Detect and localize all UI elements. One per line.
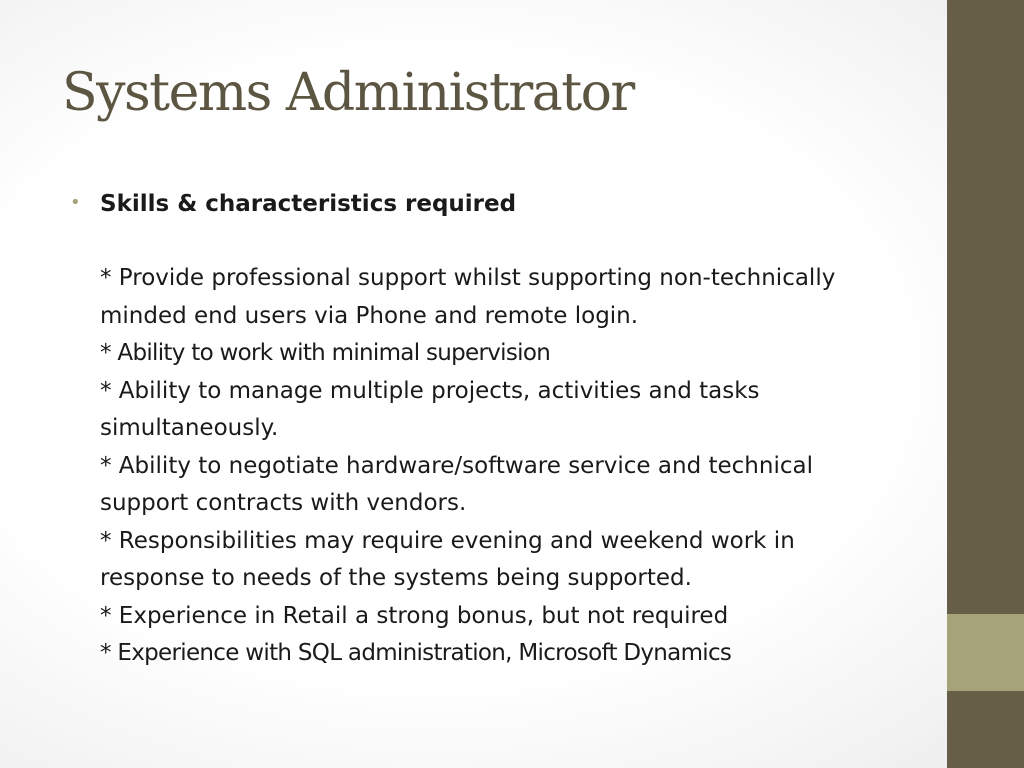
blank-line bbox=[100, 223, 900, 260]
slide-body bbox=[70, 185, 920, 673]
skill-line: * Ability to negotiate hardware/software service and technical support contracts with vendors. bbox=[100, 452, 821, 516]
skill-line: * Ability to work with minimal supervision bbox=[100, 340, 551, 366]
bullet-content bbox=[100, 185, 900, 673]
skill-line: * Experience with SQL administration, Microsoft Dynamics bbox=[100, 640, 732, 666]
side-accent-block bbox=[947, 614, 1024, 691]
skill-line: * Ability to manage multiple projects, activities and tasks simultaneously. bbox=[100, 377, 767, 441]
skill-line: * Responsibilities may require evening and weekend work in response to needs of the systems being supported. bbox=[100, 527, 803, 591]
skill-line: * Experience in Retail a strong bonus, but not required bbox=[100, 602, 729, 629]
slide-title: Systems Administrator bbox=[62, 63, 634, 123]
skill-line: * Provide professional support whilst supporting non-technically minded end users via Phone and remote login. bbox=[100, 265, 843, 329]
skills-heading: Skills & characteristics required bbox=[100, 191, 517, 217]
bullet-icon: • bbox=[70, 192, 81, 213]
